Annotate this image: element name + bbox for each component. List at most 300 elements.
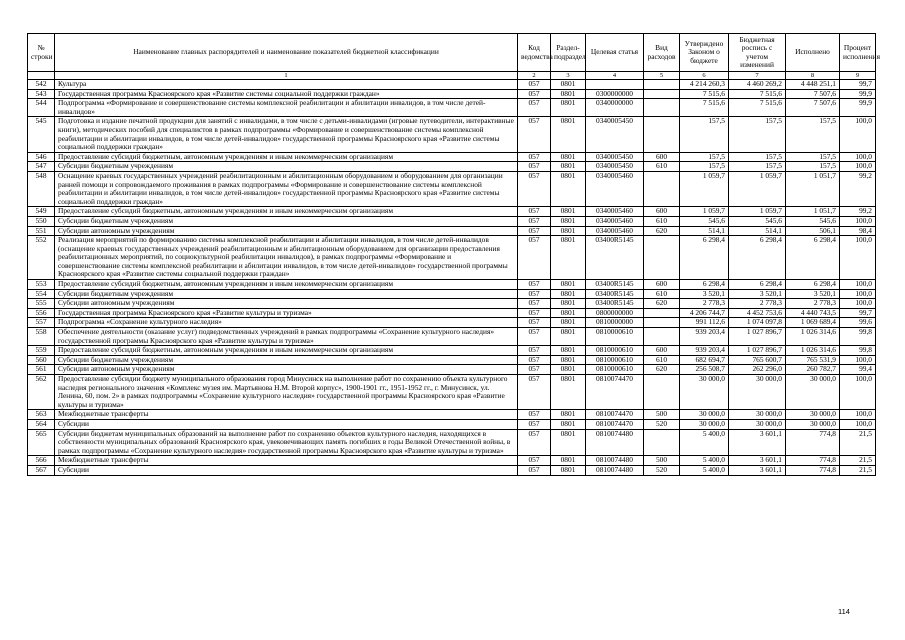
expense-type: 610 [644,216,680,226]
department-code: 057 [518,226,551,236]
execution-percent: 99,4 [840,365,876,375]
budget-execution-table [27,33,881,476]
expense-type [644,117,680,152]
section-code: 0801 [551,355,586,365]
header-approved: Утверждено Законом о бюджете [680,34,729,72]
schedule-amount: 157,5 [729,117,786,152]
row-number: 551 [28,226,55,236]
table-row [28,171,876,206]
section-code: 0801 [551,308,586,318]
schedule-amount: 545,6 [729,216,786,226]
header-executed: Исполнено [786,34,840,72]
expense-type: 520 [644,419,680,429]
approved-amount: 157,5 [680,162,729,172]
execution-percent: 100,0 [840,162,876,172]
schedule-amount: 30 000,0 [729,410,786,420]
target-article: 03400R5145 [586,289,644,299]
target-article: 0810074480 [586,456,644,466]
row-name: Предоставление субсидий бюджетным, автономным учреждениям и иным некоммерческим организациям [55,207,518,217]
table-row [28,456,876,466]
target-article: 0810000610 [586,355,644,365]
row-number: 561 [28,365,55,375]
executed-amount: 7 507,6 [786,99,840,117]
expense-type: 620 [644,299,680,309]
execution-percent: 99,9 [840,89,876,99]
row-name: Обеспечение деятельности (оказание услуг) подведомственных учреждений в рамках подпрограммы «Сохранение культурного наследия» государственной программы Красноярского края «Развитие культуры и туризма» [55,328,518,346]
execution-percent: 100,0 [840,375,876,410]
row-name: Субсидии бюджетным учреждениям [55,162,518,172]
target-article: 0800000000 [586,308,644,318]
row-number: 563 [28,410,55,420]
approved-amount: 1 059,7 [680,207,729,217]
row-number: 543 [28,89,55,99]
table-row [28,80,876,90]
target-article: 0810074470 [586,375,644,410]
table-row [28,162,876,172]
approved-amount: 939 203,4 [680,346,729,356]
section-code: 0801 [551,410,586,420]
executed-amount: 1 069 689,4 [786,318,840,328]
schedule-amount: 6 298,4 [729,280,786,290]
department-code: 057 [518,99,551,117]
expense-type: 600 [644,280,680,290]
row-number: 556 [28,308,55,318]
row-name: Подпрограмма «Формирование и совершенствование системы комплексной реабилитации и абилитации инвалидов, в том числе детей-инвалидов» [55,99,518,117]
target-article: 03400R5145 [586,280,644,290]
expense-type [644,375,680,410]
schedule-amount: 4 460 269,2 [729,80,786,90]
approved-amount: 7 515,6 [680,89,729,99]
column-index: 5 [644,72,680,80]
row-number: 564 [28,419,55,429]
department-code: 057 [518,429,551,456]
row-number: 558 [28,328,55,346]
row-name: Оснащение краевых государственных учреждений реабилитационным и абилитационным оборудованием и оборудованием для организации ранней помощи и сопровождаемого проживания в рамках подпрограммы «Формирование и совершенствование системы комплексной реабилитации и абилитации инвалидов, в том числе детей-инвалидов» государственной программы Красноярского края «Развитие системы социальной поддержки граждан» [55,171,518,206]
department-code: 057 [518,207,551,217]
row-name: Межбюджетные трансферты [55,456,518,466]
row-name: Субсидии бюджетам муниципальных образований на выполнение работ по сохранению объектов культурного наследия, находящихся в собственности муниципальных образований Красноярского края, увековечивающих память погибших в годы Великой Отечественной войны, в рамках подпрограммы «Сохранение культурного наследия» государственной программы Красноярского края «Развитие культуры и туризма» [55,429,518,456]
department-code: 057 [518,375,551,410]
schedule-amount: 30 000,0 [729,419,786,429]
target-article: 0810000610 [586,365,644,375]
section-code: 0801 [551,375,586,410]
schedule-amount: 514,1 [729,226,786,236]
expense-type [644,328,680,346]
approved-amount: 157,5 [680,117,729,152]
executed-amount: 260 782,7 [786,365,840,375]
column-index: 6 [680,72,729,80]
executed-amount: 1 026 314,6 [786,346,840,356]
department-code: 057 [518,410,551,420]
row-number: 555 [28,299,55,309]
approved-amount: 256 508,7 [680,365,729,375]
schedule-amount: 7 515,6 [729,99,786,117]
table-row [28,236,876,280]
approved-amount: 6 298,4 [680,280,729,290]
row-name: Предоставление субсидии бюджету муниципального образования город Минусинск на выполнение работ по сохранению объекта культурного наследия регионального значения «Комплекс музея им. Мартьянова Н.М. Второй корпус», 1900-1901 гг., 1951-1952 гг., г. Минусинск, ул. Ленина, 60, пом. 2» в рамках подпрограммы «Сохранение культурного наследия» государственной программы Красноярского края «Развитие культуры и туризма» [55,375,518,410]
header-expense-type: Вид расходов [644,34,680,72]
expense-type [644,171,680,206]
schedule-amount: 3 601,1 [729,429,786,456]
target-article: 0340005450 [586,162,644,172]
target-article: 0300000000 [586,89,644,99]
table-row [28,299,876,309]
executed-amount: 1 051,7 [786,171,840,206]
row-number: 545 [28,117,55,152]
target-article: 0810000610 [586,328,644,346]
row-number: 554 [28,289,55,299]
executed-amount: 30 000,0 [786,419,840,429]
row-name: Субсидии [55,419,518,429]
row-number: 562 [28,375,55,410]
schedule-amount: 7 515,6 [729,89,786,99]
header-section: Раздел-подраздел [551,34,586,72]
approved-amount: 682 694,7 [680,355,729,365]
executed-amount: 774,8 [786,456,840,466]
target-article: 0340000000 [586,99,644,117]
approved-amount: 514,1 [680,226,729,236]
section-code: 0801 [551,280,586,290]
row-name: Предоставление субсидий бюджетным, автономным учреждениям и иным некоммерческим организациям [55,152,518,162]
row-number: 549 [28,207,55,217]
table-row [28,346,876,356]
department-code: 057 [518,152,551,162]
expense-type [644,99,680,117]
execution-percent: 98,4 [840,226,876,236]
expense-type: 600 [644,346,680,356]
department-code: 057 [518,328,551,346]
execution-percent: 21,5 [840,456,876,466]
table-row [28,328,876,346]
expense-type: 500 [644,456,680,466]
department-code: 057 [518,89,551,99]
header-percent: Процент исполнения [840,34,876,72]
execution-percent: 100,0 [840,299,876,309]
department-code: 057 [518,162,551,172]
header-name: Наименование главных распорядителей и наименование показателей бюджетной классификации [55,34,518,72]
execution-percent: 100,0 [840,216,876,226]
schedule-amount: 4 452 753,6 [729,308,786,318]
executed-amount: 30 000,0 [786,375,840,410]
expense-type [644,236,680,280]
execution-percent: 100,0 [840,355,876,365]
row-number: 550 [28,216,55,226]
row-name: Субсидии бюджетным учреждениям [55,355,518,365]
table-row [28,216,876,226]
executed-amount: 7 507,6 [786,89,840,99]
executed-amount: 774,8 [786,429,840,456]
approved-amount: 991 112,6 [680,318,729,328]
table-row [28,375,876,410]
schedule-amount: 2 778,3 [729,299,786,309]
expense-type: 610 [644,289,680,299]
row-number: 542 [28,80,55,90]
department-code: 057 [518,216,551,226]
schedule-amount: 765 600,7 [729,355,786,365]
header-target-article: Целевая статья [586,34,644,72]
expense-type [644,429,680,456]
expense-type [644,89,680,99]
row-name: Субсидии автономным учреждениям [55,226,518,236]
target-article: 0810000610 [586,346,644,356]
target-article: 03400R5145 [586,299,644,309]
executed-amount: 6 298,4 [786,280,840,290]
schedule-amount: 3 520,1 [729,289,786,299]
approved-amount: 5 400,0 [680,465,729,475]
row-number: 547 [28,162,55,172]
table-header-row [28,34,876,72]
section-code: 0801 [551,299,586,309]
execution-percent: 100,0 [840,289,876,299]
target-article: 0340005460 [586,207,644,217]
target-article: 0340005450 [586,117,644,152]
execution-percent: 100,0 [840,117,876,152]
header-department-code: Код ведомства [518,34,551,72]
executed-amount: 1 051,7 [786,207,840,217]
executed-amount: 157,5 [786,162,840,172]
department-code: 057 [518,171,551,206]
table-row [28,419,876,429]
table-row [28,99,876,117]
department-code: 057 [518,308,551,318]
execution-percent: 100,0 [840,410,876,420]
row-number: 553 [28,280,55,290]
section-code: 0801 [551,89,586,99]
column-index: 8 [786,72,840,80]
executed-amount: 2 778,3 [786,299,840,309]
execution-percent: 99,7 [840,80,876,90]
approved-amount: 1 059,7 [680,171,729,206]
section-code: 0801 [551,80,586,90]
section-code: 0801 [551,289,586,299]
row-name: Субсидии [55,465,518,475]
row-number: 557 [28,318,55,328]
department-code: 057 [518,456,551,466]
row-name: Субсидии бюджетным учреждениям [55,216,518,226]
table-row [28,117,876,152]
row-name: Государственная программа Красноярского края «Развитие системы социальной поддержки граждан» [55,89,518,99]
expense-type [644,308,680,318]
row-name: Субсидии автономным учреждениям [55,365,518,375]
execution-percent: 100,0 [840,280,876,290]
execution-percent: 99,2 [840,207,876,217]
executed-amount: 30 000,0 [786,410,840,420]
schedule-amount: 1 027 896,7 [729,346,786,356]
row-name: Подготовка и издание печатной продукции для занятий с инвалидами, в том числе с детьми-инвалидами (игровые путеводители, интерактивные книги), методических пособий для специалистов в рамках подпрограммы «Формирование и совершенствование системы комплексной реабилитации и абилитации инвалидов, в том числе детей-инвалидов» государственной программы Красноярского края «Развитие системы социальной поддержки граждан» [55,117,518,152]
approved-amount: 157,5 [680,152,729,162]
execution-percent: 21,5 [840,429,876,456]
execution-percent: 99,2 [840,171,876,206]
column-index: 7 [729,72,786,80]
column-index: 2 [518,72,551,80]
section-code: 0801 [551,207,586,217]
department-code: 057 [518,419,551,429]
schedule-amount: 6 298,4 [729,236,786,280]
department-code: 057 [518,355,551,365]
approved-amount: 939 203,4 [680,328,729,346]
table-row [28,207,876,217]
approved-amount: 2 778,3 [680,299,729,309]
approved-amount: 30 000,0 [680,375,729,410]
execution-percent: 100,0 [840,236,876,280]
department-code: 057 [518,346,551,356]
section-code: 0801 [551,328,586,346]
schedule-amount: 1 027 896,7 [729,328,786,346]
target-article: 0340005460 [586,216,644,226]
approved-amount: 6 298,4 [680,236,729,280]
row-number: 544 [28,99,55,117]
section-code: 0801 [551,162,586,172]
column-index: 9 [840,72,876,80]
target-article: 0810074480 [586,429,644,456]
execution-percent: 100,0 [840,152,876,162]
schedule-amount: 1 059,7 [729,171,786,206]
row-number: 548 [28,171,55,206]
row-number: 567 [28,465,55,475]
section-code: 0801 [551,365,586,375]
execution-percent: 21,5 [840,465,876,475]
executed-amount: 1 026 314,6 [786,328,840,346]
approved-amount: 30 000,0 [680,419,729,429]
department-code: 057 [518,117,551,152]
table-row [28,280,876,290]
row-name: Предоставление субсидий бюджетным, автономным учреждениям и иным некоммерческим организациям [55,346,518,356]
expense-type [644,318,680,328]
executed-amount: 6 298,4 [786,236,840,280]
executed-amount: 3 520,1 [786,289,840,299]
executed-amount: 774,8 [786,465,840,475]
approved-amount: 5 400,0 [680,429,729,456]
section-code: 0801 [551,465,586,475]
section-code: 0801 [551,318,586,328]
schedule-amount: 1 074 097,8 [729,318,786,328]
department-code: 057 [518,365,551,375]
schedule-amount: 1 059,7 [729,207,786,217]
target-article [586,80,644,90]
department-code: 057 [518,299,551,309]
column-index: 3 [551,72,586,80]
executed-amount: 4 448 251,1 [786,80,840,90]
executed-amount: 157,5 [786,117,840,152]
execution-percent: 100,0 [840,419,876,429]
target-article: 0340005460 [586,171,644,206]
target-article: 0810074480 [586,465,644,475]
row-number: 552 [28,236,55,280]
section-code: 0801 [551,346,586,356]
execution-percent: 99,6 [840,318,876,328]
schedule-amount: 262 296,0 [729,365,786,375]
expense-type: 600 [644,207,680,217]
target-article: 03400R5145 [586,236,644,280]
expense-type [644,80,680,90]
header-schedule: Бюджетная роспись с учетом изменений [729,34,786,72]
section-code: 0801 [551,429,586,456]
approved-amount: 5 400,0 [680,456,729,466]
row-name: Реализация мероприятий по формированию системы комплексной реабилитации и абилитации инвалидов, в том числе детей-инвалидов (оснащение краевых государственных учреждений реабилитационным и абилитационным оборудованием для организации предоставления реабилитационных мероприятий, по социокультурной реабилитации инвалидов), в рамках подпрограммы «Формирование и совершенствование системы комплексной реабилитации и абилитации инвалидов, в том числе детей-инвалидов» государственной программы Красноярского края «Развитие системы социальной поддержки граждан» [55,236,518,280]
approved-amount: 545,6 [680,216,729,226]
department-code: 057 [518,465,551,475]
row-number: 546 [28,152,55,162]
approved-amount: 7 515,6 [680,99,729,117]
expense-type: 620 [644,365,680,375]
executed-amount: 506,1 [786,226,840,236]
table-row [28,429,876,456]
schedule-amount: 30 000,0 [729,375,786,410]
expense-type: 600 [644,152,680,162]
target-article: 0810074470 [586,419,644,429]
column-index: 1 [55,72,518,80]
section-code: 0801 [551,171,586,206]
execution-percent: 99,9 [840,99,876,117]
execution-percent: 99,7 [840,308,876,318]
expense-type: 610 [644,162,680,172]
executed-amount: 545,6 [786,216,840,226]
department-code: 057 [518,318,551,328]
schedule-amount: 3 601,1 [729,456,786,466]
approved-amount: 3 520,1 [680,289,729,299]
executed-amount: 157,5 [786,152,840,162]
target-article: 0340005450 [586,152,644,162]
approved-amount: 4 214 260,3 [680,80,729,90]
column-index: 4 [586,72,644,80]
approved-amount: 30 000,0 [680,410,729,420]
row-name: Предоставление субсидий бюджетным, автономным учреждениям и иным некоммерческим организациям [55,280,518,290]
department-code: 057 [518,280,551,290]
row-name: Межбюджетные трансферты [55,410,518,420]
section-code: 0801 [551,456,586,466]
row-name: Культура [55,80,518,90]
row-name: Субсидии автономным учреждениям [55,299,518,309]
approved-amount: 4 206 744,7 [680,308,729,318]
table-row [28,410,876,420]
expense-type: 500 [644,410,680,420]
expense-type: 610 [644,355,680,365]
execution-percent: 99,8 [840,328,876,346]
section-code: 0801 [551,99,586,117]
header-row-number: № строки [28,34,55,72]
section-code: 0801 [551,216,586,226]
section-code: 0801 [551,117,586,152]
schedule-amount: 3 601,1 [729,465,786,475]
target-article: 0340005460 [586,226,644,236]
row-name: Субсидии бюджетным учреждениям [55,289,518,299]
target-article: 0810000000 [586,318,644,328]
table-row [28,465,876,475]
department-code: 057 [518,80,551,90]
page-number: 114 [838,607,850,616]
executed-amount: 765 531,9 [786,355,840,365]
row-name: Подпрограмма «Сохранение культурного наследия» [55,318,518,328]
section-code: 0801 [551,152,586,162]
target-article: 0810074470 [586,410,644,420]
row-number: 559 [28,346,55,356]
schedule-amount: 157,5 [729,152,786,162]
row-number: 566 [28,456,55,466]
section-code: 0801 [551,236,586,280]
department-code: 057 [518,236,551,280]
row-number: 565 [28,429,55,456]
row-number: 560 [28,355,55,365]
schedule-amount: 157,5 [729,162,786,172]
execution-percent: 99,8 [840,346,876,356]
row-name: Государственная программа Красноярского края «Развитие культуры и туризма» [55,308,518,318]
expense-type: 520 [644,465,680,475]
expense-type: 620 [644,226,680,236]
section-code: 0801 [551,419,586,429]
department-code: 057 [518,289,551,299]
executed-amount: 4 440 743,5 [786,308,840,318]
section-code: 0801 [551,226,586,236]
